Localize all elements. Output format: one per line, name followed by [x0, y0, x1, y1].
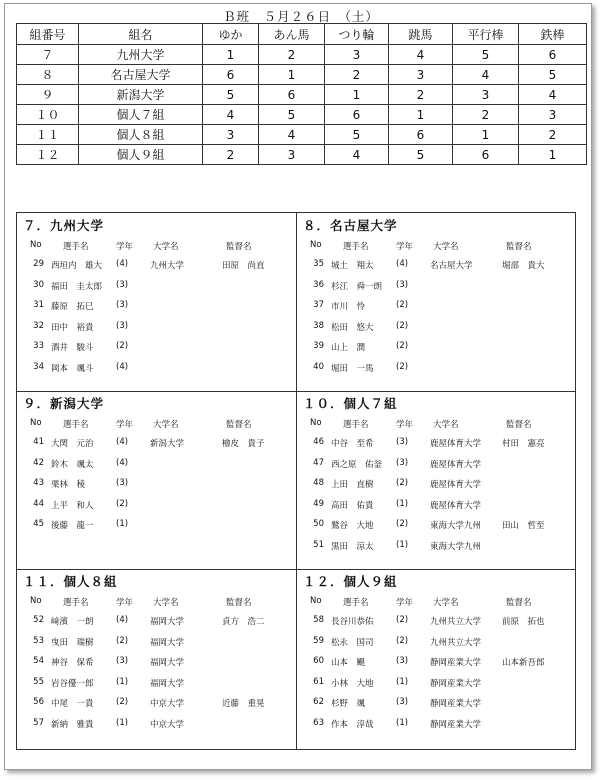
- athlete-name: 大関 元治: [51, 439, 94, 449]
- column-header-univ: 大学名: [433, 598, 459, 608]
- athlete-no: 45: [33, 519, 44, 529]
- athlete-grade: (4): [396, 259, 409, 269]
- table-cell: １０: [17, 105, 79, 125]
- athlete-row: [296, 259, 575, 273]
- athlete-name: 長谷川恭佑: [331, 617, 374, 627]
- athlete-row: [296, 458, 575, 472]
- athlete-name: 上平 和人: [51, 500, 94, 511]
- column-header-univ: 大学名: [153, 598, 179, 608]
- athlete-row: [16, 615, 295, 629]
- table-cell: 6: [203, 65, 259, 85]
- column-header-coach: 監督名: [226, 420, 252, 430]
- header-cell: あん馬: [259, 24, 325, 45]
- athlete-row: [296, 540, 575, 554]
- table-cell: 1: [389, 105, 453, 125]
- column-header-row: [16, 240, 295, 254]
- table-cell: 4: [389, 45, 453, 65]
- athlete-grade: (2): [396, 300, 409, 310]
- column-header-univ: 大学名: [153, 420, 179, 430]
- group-title: １１．個人８組: [23, 574, 118, 589]
- athlete-univ: 福岡大学: [150, 637, 185, 648]
- column-header-coach: 監督名: [226, 242, 252, 252]
- athlete-grade: (1): [396, 539, 409, 550]
- athlete-univ: 静岡産業大学: [430, 678, 482, 689]
- athlete-univ: 名古屋大学: [430, 261, 473, 271]
- athlete-grade: (1): [116, 519, 129, 529]
- table-cell: 5: [259, 105, 325, 125]
- athlete-grade: (4): [116, 615, 129, 625]
- athlete-no: 35: [313, 259, 324, 269]
- column-header-coach: 監督名: [506, 420, 532, 430]
- table-cell: 4: [325, 145, 389, 165]
- header-cell: 平行棒: [453, 24, 519, 45]
- athlete-name: 福田 圭太郎: [51, 281, 103, 292]
- athlete-row: [16, 656, 295, 670]
- column-header-coach: 監督名: [506, 242, 532, 252]
- group-title: １０．個人７組: [303, 396, 398, 411]
- athlete-row: [16, 636, 295, 650]
- athlete-name: 堀田 一馬: [331, 363, 374, 374]
- column-header-coach: 監督名: [506, 598, 532, 608]
- header-cell: 跳馬: [389, 24, 453, 45]
- athlete-name: 鷲谷 大地: [331, 521, 374, 531]
- athlete-no: 58: [313, 615, 324, 625]
- table-cell: 3: [519, 105, 587, 125]
- athlete-coach: 堀部 貴大: [502, 261, 545, 271]
- athlete-no: 30: [33, 279, 44, 290]
- table-cell: 1: [453, 125, 519, 145]
- table-cell: ９: [17, 85, 79, 105]
- table-cell: 1: [519, 145, 587, 165]
- athlete-univ: 九州共立大学: [430, 617, 482, 627]
- athlete-no: 42: [33, 457, 44, 468]
- athlete-name: 新納 雅貴: [51, 719, 94, 730]
- group-panel: [16, 390, 295, 568]
- athlete-row: [296, 656, 575, 670]
- athlete-univ: 鹿屋体育大学: [430, 459, 482, 470]
- athlete-name: 酒井 駿斗: [51, 343, 94, 353]
- column-header-name: 選手名: [63, 420, 89, 430]
- table-row: [17, 145, 587, 165]
- athlete-grade: (2): [396, 478, 409, 488]
- athlete-name: 小林 大地: [331, 678, 374, 689]
- group-title: １２．個人９組: [303, 574, 398, 589]
- athlete-grade: (2): [116, 697, 129, 707]
- athlete-row: [16, 259, 295, 273]
- athlete-no: 34: [33, 361, 44, 372]
- column-header-name: 選手名: [343, 420, 369, 430]
- athlete-name: 曳田 瑞樹: [51, 637, 94, 648]
- table-cell: 2: [519, 125, 587, 145]
- athlete-row: [16, 718, 295, 732]
- athlete-univ: 中京大学: [150, 719, 185, 730]
- athlete-no: 31: [33, 300, 44, 310]
- group-panel: [296, 568, 575, 746]
- column-header-grade: 学年: [396, 242, 414, 252]
- athlete-univ: 福岡大学: [150, 678, 185, 689]
- athlete-grade: (2): [396, 341, 409, 351]
- athlete-no: 44: [33, 498, 44, 509]
- table-cell: １１: [17, 125, 79, 145]
- athlete-row: [296, 280, 575, 294]
- table-cell: 4: [453, 65, 519, 85]
- athlete-coach: 田山 哲至: [502, 521, 545, 531]
- table-cell: 5: [519, 65, 587, 85]
- table-cell: 5: [203, 85, 259, 105]
- athlete-name: 松永 国司: [331, 637, 374, 648]
- athlete-no: 37: [313, 300, 324, 310]
- column-header-row: [16, 418, 295, 432]
- athlete-no: 40: [313, 361, 324, 372]
- athlete-grade: (4): [116, 259, 129, 269]
- athlete-name: 杉野 颯: [331, 699, 366, 709]
- table-cell: 3: [325, 45, 389, 65]
- athlete-row: [296, 300, 575, 314]
- header-cell: 組名: [79, 24, 203, 45]
- column-header-grade: 学年: [116, 420, 134, 430]
- athlete-no: 29: [33, 259, 44, 269]
- athlete-row: [296, 697, 575, 711]
- athlete-grade: (3): [116, 300, 129, 310]
- table-cell: 1: [325, 85, 389, 105]
- athlete-no: 60: [313, 656, 324, 666]
- table-cell: ７: [17, 45, 79, 65]
- athlete-univ: 九州大学: [150, 261, 185, 271]
- table-row: [17, 65, 587, 85]
- athlete-no: 53: [33, 635, 44, 646]
- athlete-row: [296, 321, 575, 335]
- table-cell: 2: [203, 145, 259, 165]
- athlete-row: [296, 718, 575, 732]
- column-header-univ: 大学名: [433, 420, 459, 430]
- athlete-name: 後藤 龍一: [51, 521, 94, 531]
- column-header-grade: 学年: [116, 598, 134, 608]
- column-header-row: [16, 596, 295, 610]
- athlete-row: [16, 499, 295, 513]
- athlete-univ: 新潟大学: [150, 439, 185, 449]
- athlete-univ: 中京大学: [150, 699, 185, 709]
- athlete-univ: 東海大学九州: [430, 541, 482, 552]
- table-cell: 6: [453, 145, 519, 165]
- athlete-coach: 貞方 浩二: [222, 617, 265, 627]
- group-panel: [296, 390, 575, 568]
- athlete-name: 西之原 佑釡: [331, 459, 383, 470]
- athlete-row: [16, 677, 295, 691]
- athlete-grade: (3): [116, 279, 129, 290]
- athlete-row: [16, 280, 295, 294]
- athlete-name: 作本 淳哉: [331, 719, 374, 730]
- table-cell: 3: [203, 125, 259, 145]
- athlete-row: [296, 636, 575, 650]
- table-cell: 2: [259, 45, 325, 65]
- athlete-univ: 東海大学九州: [430, 521, 482, 531]
- athlete-grade: (3): [396, 457, 409, 468]
- athlete-grade: (3): [396, 279, 409, 290]
- athlete-row: [296, 478, 575, 492]
- athlete-row: [296, 341, 575, 355]
- athlete-name: 岡本 颯斗: [51, 363, 94, 374]
- athlete-no: 59: [313, 635, 324, 646]
- athlete-row: [16, 362, 295, 376]
- group-title: ９．新潟大学: [23, 396, 105, 411]
- column-header-name: 選手名: [63, 242, 89, 252]
- table-cell: 個人９組: [79, 145, 203, 165]
- athlete-row: [16, 478, 295, 492]
- table-cell: 3: [453, 85, 519, 105]
- athlete-name: 市川 怜: [331, 302, 366, 312]
- column-header-no: No: [30, 240, 42, 250]
- athlete-row: [296, 615, 575, 629]
- column-header-grade: 学年: [116, 242, 134, 252]
- athlete-name: 田中 裕貴: [51, 322, 94, 333]
- athlete-no: 63: [313, 717, 324, 728]
- athlete-grade: (2): [116, 635, 129, 646]
- athlete-coach: 檜皮 貴子: [222, 439, 265, 449]
- athlete-grade: (2): [396, 361, 409, 372]
- table-cell: 個人７組: [79, 105, 203, 125]
- athlete-univ: 福岡大学: [150, 617, 185, 627]
- table-cell: 5: [389, 145, 453, 165]
- athlete-grade: (3): [396, 697, 409, 707]
- table-cell: 九州大学: [79, 45, 203, 65]
- table-cell: 6: [259, 85, 325, 105]
- athlete-grade: (2): [396, 519, 409, 529]
- table-row: [17, 45, 587, 65]
- table-cell: 新潟大学: [79, 85, 203, 105]
- athlete-name: 杉江 舜一朗: [331, 281, 383, 292]
- athlete-no: 47: [313, 457, 324, 468]
- athlete-no: 62: [313, 697, 324, 707]
- athlete-no: 55: [33, 676, 44, 687]
- table-cell: 5: [453, 45, 519, 65]
- table-cell: ８: [17, 65, 79, 85]
- athlete-grade: (1): [396, 498, 409, 509]
- column-header-row: [296, 418, 575, 432]
- column-header-no: No: [30, 418, 42, 428]
- athlete-name: 鈴木 颯太: [51, 459, 94, 470]
- athlete-name: 高田 佑貴: [331, 500, 374, 511]
- athlete-row: [296, 677, 575, 691]
- column-header-row: [296, 596, 575, 610]
- athlete-row: [16, 437, 295, 451]
- athlete-grade: (4): [116, 437, 129, 447]
- table-cell: 6: [519, 45, 587, 65]
- athlete-coach: 山本新吾郎: [502, 658, 545, 668]
- rotation-header-row: [17, 24, 587, 45]
- athlete-univ: 静岡産業大学: [430, 719, 482, 730]
- athlete-name: 中谷 至希: [331, 439, 374, 449]
- column-header-name: 選手名: [343, 598, 369, 608]
- athlete-univ: 鹿屋体育大学: [430, 439, 482, 449]
- header-cell: 組番号: [17, 24, 79, 45]
- column-header-coach: 監督名: [226, 598, 252, 608]
- athlete-no: 39: [313, 341, 324, 351]
- header-cell: 鉄棒: [519, 24, 587, 45]
- athlete-grade: (2): [396, 615, 409, 625]
- athlete-grade: (1): [396, 717, 409, 728]
- athlete-name: 上田 直樹: [331, 480, 374, 490]
- column-header-grade: 学年: [396, 598, 414, 608]
- table-cell: 2: [325, 65, 389, 85]
- athlete-name: 神谷 保希: [51, 658, 94, 668]
- athlete-row: [16, 697, 295, 711]
- table-row: [17, 105, 587, 125]
- athlete-grade: (3): [116, 656, 129, 666]
- athlete-grade: (2): [396, 635, 409, 646]
- column-header-no: No: [310, 596, 322, 606]
- athlete-coach: 前原 拓也: [502, 617, 545, 627]
- athlete-univ: 鹿屋体育大学: [430, 480, 482, 490]
- table-row: [17, 85, 587, 105]
- column-header-univ: 大学名: [153, 242, 179, 252]
- athlete-no: 32: [33, 320, 44, 331]
- athlete-univ: 静岡産業大学: [430, 658, 482, 668]
- athlete-row: [16, 519, 295, 533]
- athlete-no: 36: [313, 279, 324, 290]
- table-cell: 5: [325, 125, 389, 145]
- athlete-grade: (3): [396, 437, 409, 447]
- athlete-name: 城土 翔太: [331, 261, 374, 271]
- header-cell: つり輪: [325, 24, 389, 45]
- athlete-no: 46: [313, 437, 324, 447]
- athlete-grade: (3): [396, 656, 409, 666]
- athlete-row: [16, 300, 295, 314]
- athlete-row: [296, 362, 575, 376]
- table-cell: 4: [259, 125, 325, 145]
- athlete-row: [16, 458, 295, 472]
- athlete-row: [296, 437, 575, 451]
- athlete-grade: (1): [116, 717, 129, 728]
- table-cell: 1: [259, 65, 325, 85]
- athlete-no: 41: [33, 437, 44, 447]
- athlete-name: 西垣内 雄大: [51, 261, 103, 271]
- page-title: Ｂ班 ５月２６日 （土）: [223, 9, 379, 24]
- table-cell: 3: [259, 145, 325, 165]
- column-header-no: No: [310, 418, 322, 428]
- athlete-univ: 九州共立大学: [430, 637, 482, 648]
- column-header-name: 選手名: [63, 598, 89, 608]
- athlete-no: 61: [313, 676, 324, 687]
- header-cell: ゆか: [203, 24, 259, 45]
- athlete-coach: 村田 憲亮: [502, 439, 545, 449]
- table-cell: 2: [389, 85, 453, 105]
- athlete-row: [296, 499, 575, 513]
- column-header-name: 選手名: [343, 242, 369, 252]
- athlete-univ: 鹿屋体育大学: [430, 500, 482, 511]
- athlete-no: 49: [313, 498, 324, 509]
- athlete-name: 山上 潤: [331, 343, 366, 353]
- table-cell: 6: [325, 105, 389, 125]
- group-panel: [16, 212, 295, 390]
- column-header-row: [296, 240, 575, 254]
- column-header-grade: 学年: [396, 420, 414, 430]
- athlete-name: 松田 悠大: [331, 322, 374, 333]
- athlete-grade: (2): [116, 498, 129, 509]
- athlete-no: 51: [313, 539, 324, 550]
- athlete-univ: 福岡大学: [150, 658, 185, 668]
- athlete-no: 43: [33, 478, 44, 488]
- athlete-no: 56: [33, 697, 44, 707]
- column-header-univ: 大学名: [433, 242, 459, 252]
- group-panel: [296, 212, 575, 390]
- athlete-no: 50: [313, 519, 324, 529]
- group-title: ８．名古屋大学: [303, 218, 398, 233]
- group-panel: [16, 568, 295, 746]
- athlete-no: 38: [313, 320, 324, 331]
- athlete-name: 黒田 涼太: [331, 541, 374, 552]
- athlete-name: 山本 颶: [331, 658, 366, 668]
- athlete-grade: (2): [396, 320, 409, 331]
- athlete-grade: (4): [116, 361, 129, 372]
- athlete-grade: (1): [396, 676, 409, 687]
- table-cell: 4: [203, 105, 259, 125]
- column-header-no: No: [310, 240, 322, 250]
- table-cell: １２: [17, 145, 79, 165]
- athlete-grade: (3): [116, 478, 129, 488]
- athlete-row: [296, 519, 575, 533]
- athlete-name: 﨑濱 一朗: [51, 617, 94, 627]
- table-cell: 3: [389, 65, 453, 85]
- athlete-coach: 田原 尚直: [222, 261, 265, 271]
- athlete-no: 52: [33, 615, 44, 625]
- athlete-no: 54: [33, 656, 44, 666]
- athlete-coach: 近藤 重晃: [222, 699, 265, 709]
- table-row: [17, 125, 587, 145]
- table-cell: 4: [519, 85, 587, 105]
- rotation-table: [16, 23, 587, 165]
- table-cell: 2: [453, 105, 519, 125]
- athlete-grade: (4): [116, 457, 129, 468]
- athlete-no: 48: [313, 478, 324, 488]
- table-cell: 6: [389, 125, 453, 145]
- group-title: ７．九州大学: [23, 218, 105, 233]
- athlete-no: 57: [33, 717, 44, 728]
- athlete-grade: (1): [116, 676, 129, 687]
- athlete-univ: 静岡産業大学: [430, 699, 482, 709]
- athlete-no: 33: [33, 341, 44, 351]
- athlete-row: [16, 341, 295, 355]
- athlete-name: 栗林 稜: [51, 480, 86, 490]
- athlete-grade: (2): [116, 341, 129, 351]
- athlete-name: 中尾 一貴: [51, 699, 94, 709]
- athlete-row: [16, 321, 295, 335]
- athlete-grade: (3): [116, 320, 129, 331]
- table-cell: 名古屋大学: [79, 65, 203, 85]
- table-cell: 個人８組: [79, 125, 203, 145]
- athlete-name: 藤原 拓巳: [51, 302, 94, 312]
- column-header-no: No: [30, 596, 42, 606]
- table-cell: 1: [203, 45, 259, 65]
- athlete-name: 岩谷優一郎: [51, 678, 94, 689]
